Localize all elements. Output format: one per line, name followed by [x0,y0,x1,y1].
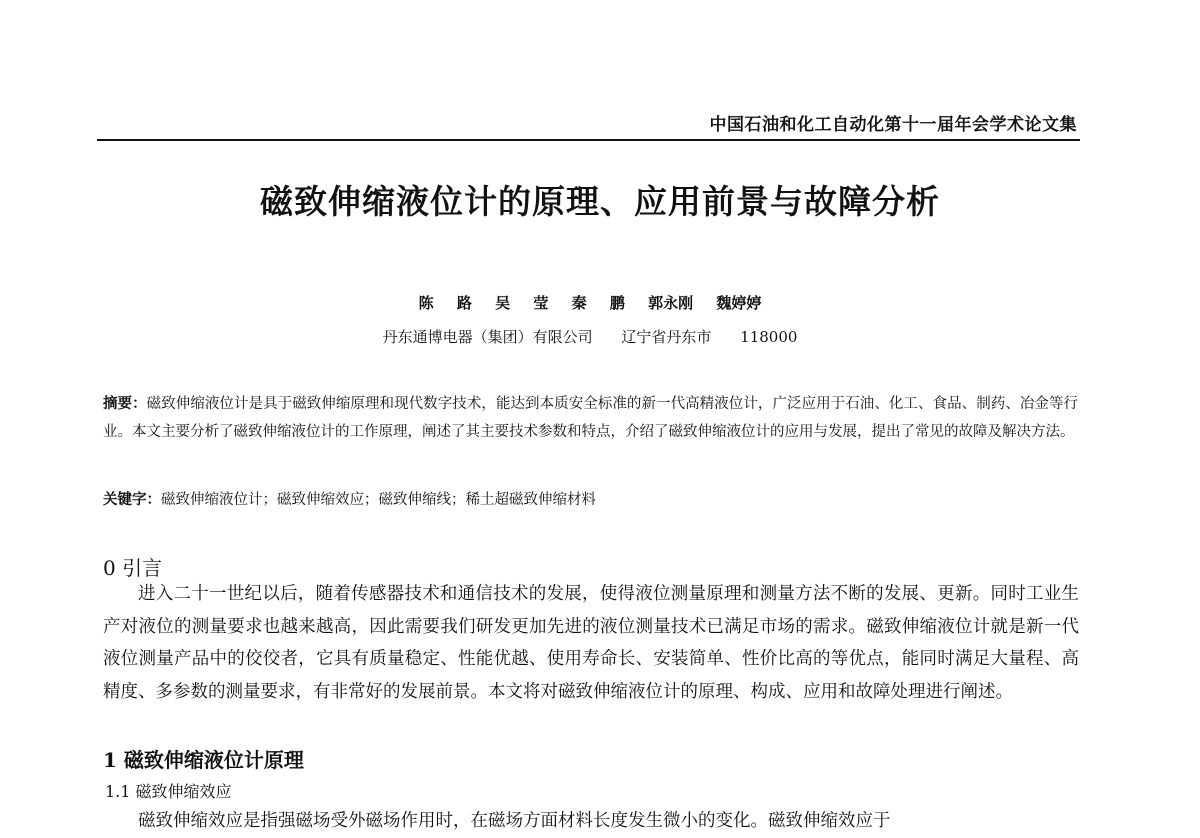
author: 郭永刚 [648,294,694,312]
subsection-heading-effect: 1.1 磁致伸缩效应 [105,782,232,801]
affiliation-org: 丹东通博电器（集团）有限公司 [382,328,593,346]
author: 秦 鹏 [571,294,625,312]
abstract-label: 摘要： [103,395,147,412]
section-heading-principle: 1 磁致伸缩液位计原理 [103,748,304,772]
author: 吴 莹 [495,294,549,312]
keywords [103,488,1078,509]
author: 陈 路 [418,294,472,312]
affiliation [0,326,1180,347]
abstract-text: 磁致伸缩液位计是具于磁致伸缩原理和现代数字技术，能达到本质安全标准的新一代高精液位计，广泛应用于石油、化工、食品、制药、冶金等行业。本文主要分析了磁致伸缩液位计的工作原理，阐述了其主要技术参数和特点，介绍了磁致伸缩液位计的应用与发展，提出了常见的故障及解决方法。 [103,396,1079,440]
affiliation-postcode: 118000 [740,328,798,346]
keywords-label: 关键字： [103,491,161,508]
effect-paragraph: 磁致伸缩效应是指强磁场受外磁场作用时，在磁场方面材料长度发生微小的变化。磁致伸缩效应于 [138,811,891,831]
keywords-text: 磁致伸缩液位计；磁致伸缩效应；磁致伸缩线；稀土超磁致伸缩材料 [161,492,596,508]
author-list [0,292,1180,313]
intro-paragraph: 进入二十一世纪以后，随着传感器技术和通信技术的发展，使得液位测量原理和测量方法不断的发展、更新。同时工业生产对液位的测量要求也越来越高，因此需要我们研发更加先进的液位测量技术已满足市场的需求。磁致伸缩液位计就是新一代液位测量产品中的佼佼者，它具有质量稳定、性能优越、使用寿命长、安装简单、性价比高的等优点，能同时满足大量程、高精度、多参数的测量要求，有非常好的发展前景。本文将对磁致伸缩液位计的原理、构成、应用和故障处理进行阐述。 [103,584,1079,702]
author: 魏婷婷 [716,294,762,312]
abstract [103,390,1078,446]
paper-title: 磁致伸缩液位计的原理、应用前景与故障分析 [260,182,940,221]
section-heading-intro: 0 引言 [103,556,163,580]
header-rule [97,139,1080,141]
running-head: 中国石油和化工自动化第十一届年会学术论文集 [709,115,1077,135]
affiliation-place: 辽宁省丹东市 [621,328,712,346]
